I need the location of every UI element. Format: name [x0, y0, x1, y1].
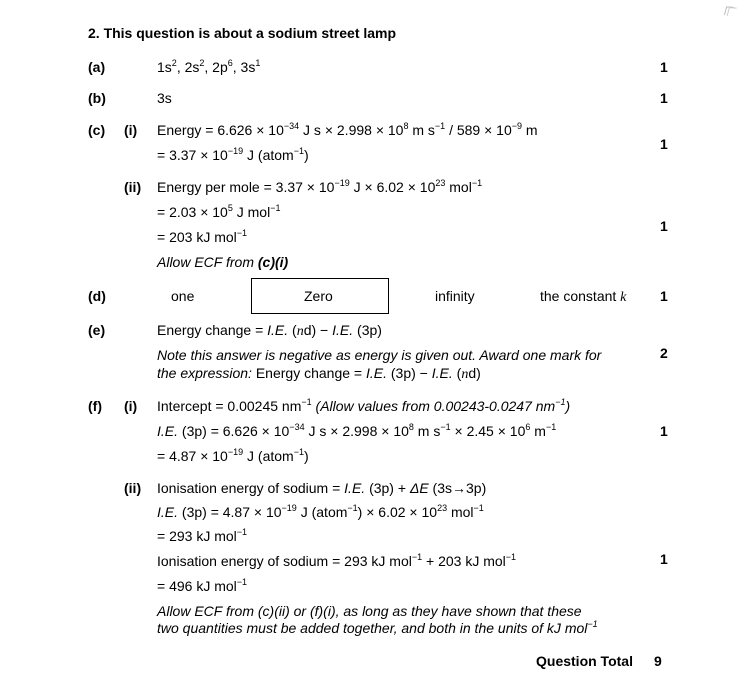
part-b-mark: 1: [660, 90, 668, 106]
part-f-i-line3: = $4.87 \times 10^{-19}$ J (atom$^{-1}$): [157, 447, 309, 464]
part-a-answer: $1s^2$, $2s^2$, $2p^6$, $3s^1$: [157, 58, 261, 75]
question-total-value: 9: [654, 653, 662, 669]
part-f-ii-note-line1: Allow ECF from (c)(ii) or (f)(i), as long as they have shown that these: [157, 603, 582, 619]
part-f-ii-line4: Ionisation energy of sodium = 293 kJ mol$^{-1}$ + 203 kJ mol$^{-1}$: [157, 552, 517, 569]
part-f-ii-label: (ii): [124, 480, 142, 496]
part-c-i-mark: 1: [660, 136, 668, 152]
option-one: one: [171, 288, 195, 304]
option-constant-k: the constant k: [540, 288, 627, 305]
part-f-ii-mark: 1: [660, 551, 668, 567]
part-c-i-line2: = $3.37 \times 10^{-19}$ J (atom$^{-1}$): [157, 146, 309, 163]
part-f-ii-line3: = 293 kJ mol$^{-1}$: [157, 527, 248, 544]
part-c-ii-label: (ii): [124, 179, 142, 195]
option-zero: Zero: [304, 288, 333, 304]
part-c-ii-line3: = 203 kJ mol$^{-1}$: [157, 228, 248, 245]
part-c-ii-note: Allow ECF from (c)(i): [157, 254, 289, 270]
part-b-answer: 3s: [157, 90, 172, 106]
part-c-i-label: (i): [124, 122, 138, 138]
part-f-label: (f): [88, 398, 102, 414]
part-f-i-mark: 1: [660, 423, 668, 439]
part-c-ii-mark: 1: [660, 218, 668, 234]
part-f-i-label: (i): [124, 398, 138, 414]
part-f-ii-line1: Ionisation energy of sodium = I.E. (3p) + ΔE (3s→3p): [157, 480, 487, 496]
part-f-ii-line5: = 496 kJ mol$^{-1}$: [157, 577, 248, 594]
part-c-i-line1: Energy = $6.626 \times 10^{-34}$ J $s \times 2.998 \times 10^8$ m $s^{-1} / 589 \times 10^{-9}$ m: [157, 121, 538, 138]
part-e-line1: Energy change = I.E. (nd) − I.E. (3p): [157, 322, 382, 339]
part-f-ii-line2: I.E. $(3p) = 4.87 \times 10^{-19}$ J (atom$^{-1}$) × $6.02 \times 10^{23}$ mol$^{-1}$: [157, 503, 484, 520]
part-b-label: (b): [88, 90, 106, 106]
question-total-label: Question Total: [536, 653, 633, 669]
part-f-ii-note-line2: two quantities must be added together, and both in the units of kJ mol$^{-1}$: [157, 619, 598, 636]
part-f-i-line2: I.E. $(3p) = 6.626 \times 10^{-34}$ J $s \times 2.998 \times 10^8$ m $s^{-1} \times 2.45 \times 10^6$ $m^{-1}$: [157, 422, 557, 439]
corner-stamp-icon: [718, 0, 741, 20]
part-a-mark: 1: [660, 59, 668, 75]
part-e-mark: 2: [660, 345, 668, 361]
part-c-ii-line2: = $2.03 \times 10^5$ J mol$^{-1}$: [157, 203, 281, 220]
part-d-label: (d): [88, 288, 106, 304]
question-title: 2. This question is about a sodium street lamp: [88, 25, 397, 41]
part-e-label: (e): [88, 322, 106, 338]
part-f-i-line1: Intercept = 0.00245 $nm^{-1}$ (Allow values from 0.00243-0.0247 $nm^{-1}$): [157, 397, 571, 414]
part-a-label: (a): [88, 59, 106, 75]
part-c-label: (c): [88, 122, 106, 138]
option-infinity: infinity: [435, 288, 475, 304]
part-e-note-line2: the expression: Energy change = I.E. (3p) − I.E. (nd): [157, 365, 481, 382]
part-e-note-line1: Note this answer is negative as energy is given out. Award one mark for: [157, 347, 602, 363]
part-c-ii-line1: Energy per mole = $3.37 \times 10^{-19}$ $J \times 6.02 \times 10^{23}$ mol$^{-1}$: [157, 178, 483, 195]
part-d-mark: 1: [660, 288, 668, 304]
